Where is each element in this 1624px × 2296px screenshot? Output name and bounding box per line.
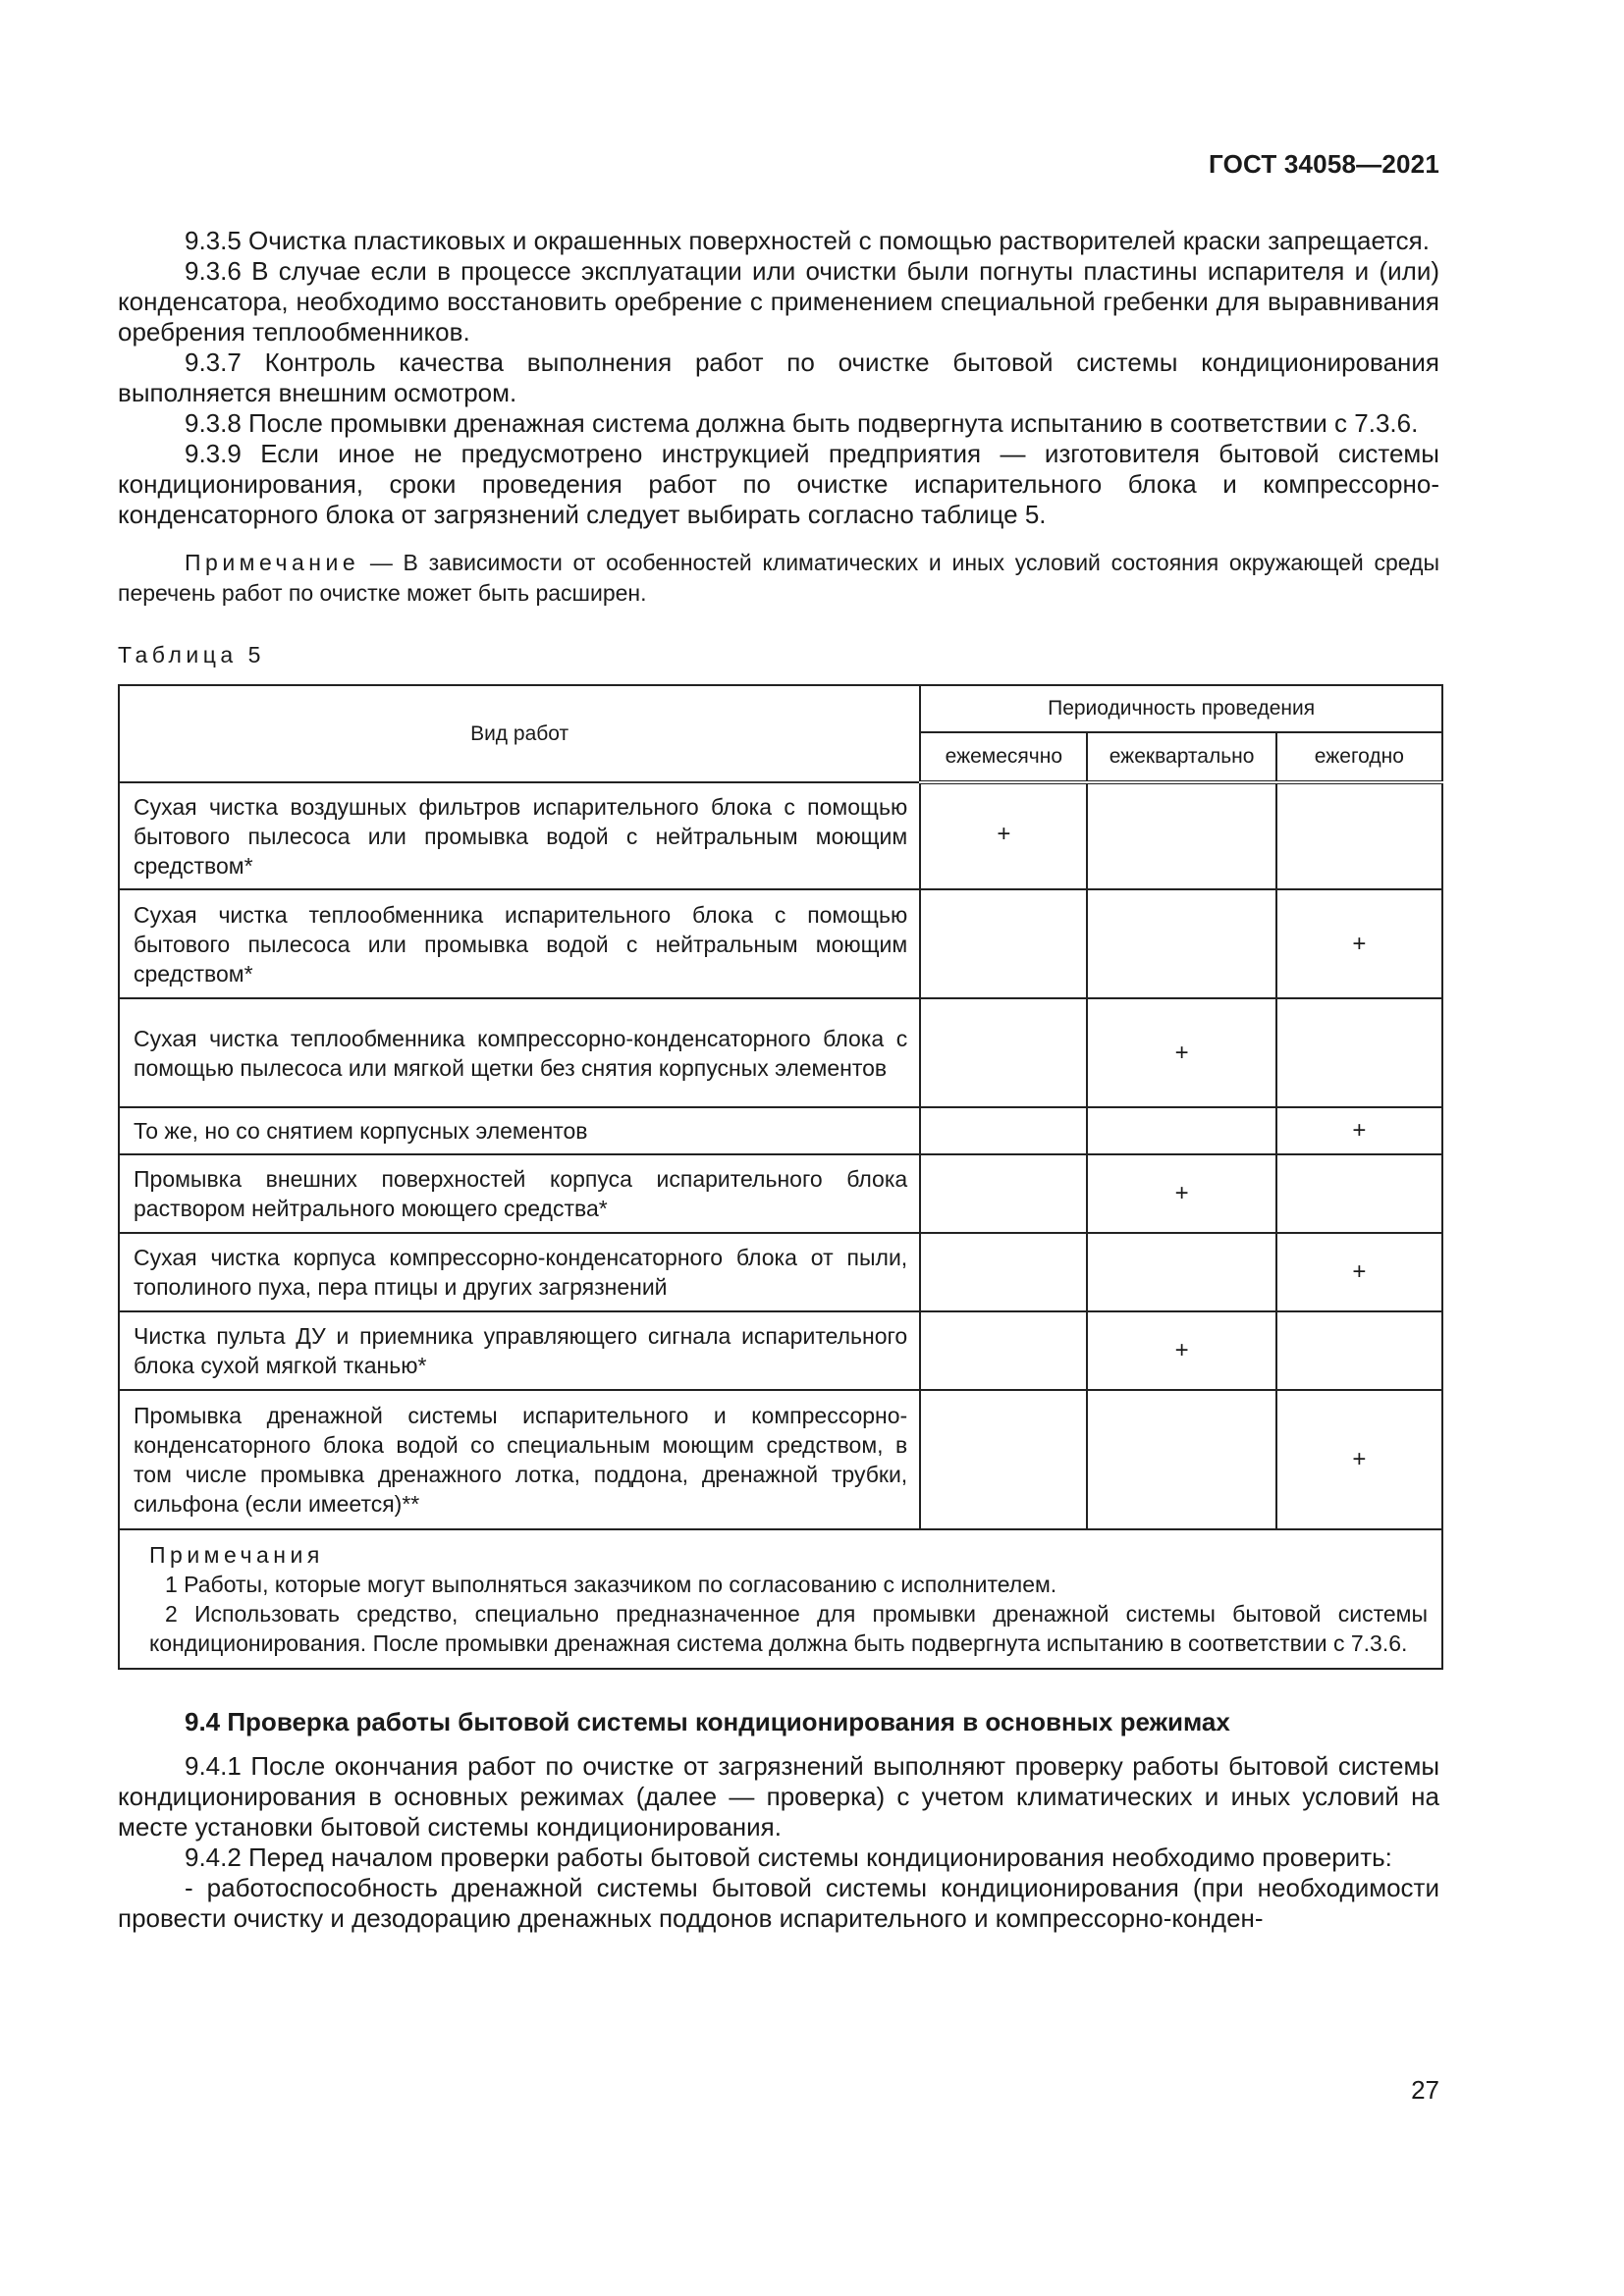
table-row — [119, 782, 1442, 889]
header-monthly: ежемесячно — [920, 732, 1087, 782]
note — [118, 548, 1439, 609]
row-work: Сухая чистка теплообменника компрессорно-конденсаторного блока с помощью пылесоса или мягкой щетки без снятия корпусных элементов — [119, 998, 920, 1107]
header-work-type: Вид работ — [119, 685, 920, 782]
mark-monthly — [920, 1233, 1087, 1311]
header-quarterly: ежеквартально — [1087, 732, 1275, 782]
mark-quarterly — [1087, 889, 1275, 998]
header-yearly: ежегодно — [1276, 732, 1442, 782]
mark-yearly: + — [1276, 1233, 1442, 1311]
table-5 — [118, 684, 1443, 1670]
document-body — [118, 226, 1439, 1934]
table-row — [119, 1390, 1442, 1529]
mark-monthly: + — [920, 782, 1087, 889]
table-notes — [119, 1529, 1442, 1669]
row-work: Сухая чистка теплообменника испарительного блока с помощью бытового пылесоса или промывка водой с нейтральным моющим средством* — [119, 889, 920, 998]
note-label: Примечание — [185, 550, 360, 575]
page-number: 27 — [1411, 2075, 1439, 2105]
table-row — [119, 1154, 1442, 1233]
mark-monthly — [920, 1154, 1087, 1233]
row-work: Промывка внешних поверхностей корпуса испарительного блока раствором нейтрального моющего средства* — [119, 1154, 920, 1233]
table-row — [119, 1233, 1442, 1311]
mark-quarterly — [1087, 1107, 1275, 1154]
mark-monthly — [920, 1311, 1087, 1390]
mark-quarterly — [1087, 782, 1275, 889]
mark-yearly — [1276, 1154, 1442, 1233]
mark-monthly — [920, 998, 1087, 1107]
paragraph-9-3-7: 9.3.7 Контроль качества выполнения работ по очистке бытовой системы кондиционирования выполняется внешним осмотром. — [118, 347, 1439, 407]
row-work: Сухая чистка воздушных фильтров испарительного блока с помощью бытового пылесоса или промывка водой с нейтральным моющим средством* — [119, 782, 920, 889]
mark-yearly — [1276, 1311, 1442, 1390]
table-caption: Таблица 5 — [118, 642, 265, 667]
mark-monthly — [920, 1107, 1087, 1154]
row-work: То же, но со снятием корпусных элементов — [119, 1107, 920, 1154]
note-2: 2 Использовать средство, специально предназначенное для промывки дренажной системы бытовой системы кондиционирования. После промывки дренажная система должна быть подвергнута испытанию в соответствии с 7.3.6. — [149, 1601, 1428, 1656]
mark-quarterly — [1087, 1390, 1275, 1529]
table-notes-row — [119, 1529, 1442, 1669]
table-row — [119, 889, 1442, 998]
section-title-9-4: 9.4 Проверка работы бытовой системы кондиционирования в основных режимах — [185, 1707, 1230, 1736]
table-row — [119, 1311, 1442, 1390]
mark-quarterly — [1087, 1233, 1275, 1311]
mark-yearly — [1276, 998, 1442, 1107]
mark-quarterly: + — [1087, 1311, 1275, 1390]
note-1: 1 Работы, которые могут выполняться заказчиком по согласованию с исполнителем. — [165, 1572, 1057, 1597]
row-work: Сухая чистка корпуса компрессорно-конденсаторного блока от пыли, тополиного пуха, пера птицы и других загрязнений — [119, 1233, 920, 1311]
section-body-9-4 — [118, 1751, 1439, 1934]
mark-yearly — [1276, 782, 1442, 889]
mark-yearly: + — [1276, 1390, 1442, 1529]
mark-yearly: + — [1276, 889, 1442, 998]
header-periodicity: Периодичность проведения — [920, 685, 1442, 732]
notes-title: Примечания — [149, 1542, 324, 1568]
list-item-drainage: - работоспособность дренажной системы бытовой системы кондиционирования (при необходимости провести очистку и дезодорацию дренажных поддонов испарительного и компрессорно-конден- — [118, 1873, 1439, 1933]
table-row — [119, 1107, 1442, 1154]
row-work: Чистка пульта ДУ и приемника управляющего сигнала испарительного блока сухой мягкой тканью* — [119, 1311, 920, 1390]
mark-monthly — [920, 889, 1087, 998]
paragraph-9-3-9: 9.3.9 Если иное не предусмотрено инструкцией предприятия — изготовителя бытовой системы кондиционирования, сроки проведения работ по очистке испарительного блока и компрессорно-конденсаторного блока от загрязнений следует выбирать согласно таблице 5. — [118, 439, 1439, 529]
document-code: ГОСТ 34058—2021 — [1209, 149, 1439, 179]
mark-quarterly: + — [1087, 998, 1275, 1107]
mark-quarterly: + — [1087, 1154, 1275, 1233]
mark-yearly: + — [1276, 1107, 1442, 1154]
paragraph-9-3-8: 9.3.8 После промывки дренажная система должна быть подвергнута испытанию в соответствии с 7.3.6. — [185, 408, 1419, 438]
row-work: Промывка дренажной системы испарительного и компрессорно-конденсаторного блока водой со специальным моющим средством, в том числе промывка дренажного лотка, поддона, дренажной трубки, сильфона (если имеется)** — [119, 1390, 920, 1529]
paragraph-9-3-6: 9.3.6 В случае если в процессе эксплуатации или очистки были погнуты пластины испарителя и (или) конденсатора, необходимо восстановить оребрение с применением специальной гребенки для выравнивания оребрения теплообменников. — [118, 256, 1439, 347]
note-text: — В зависимости от особенностей климатических и иных условий состояния окружающей среды перечень работ по очистке может быть расширен. — [118, 550, 1439, 606]
mark-monthly — [920, 1390, 1087, 1529]
table-row — [119, 998, 1442, 1107]
paragraph-9-3-5: 9.3.5 Очистка пластиковых и окрашенных поверхностей с помощью растворителей краски запрещается. — [185, 226, 1430, 255]
paragraph-9-4-2: 9.4.2 Перед началом проверки работы бытовой системы кондиционирования необходимо проверить: — [185, 1842, 1392, 1872]
paragraph-9-4-1: 9.4.1 После окончания работ по очистке от загрязнений выполняют проверку работы бытовой системы кондиционирования в основных режимах (далее — проверка) с учетом климатических и иных условий на месте установки бытовой системы кондиционирования. — [118, 1751, 1439, 1842]
